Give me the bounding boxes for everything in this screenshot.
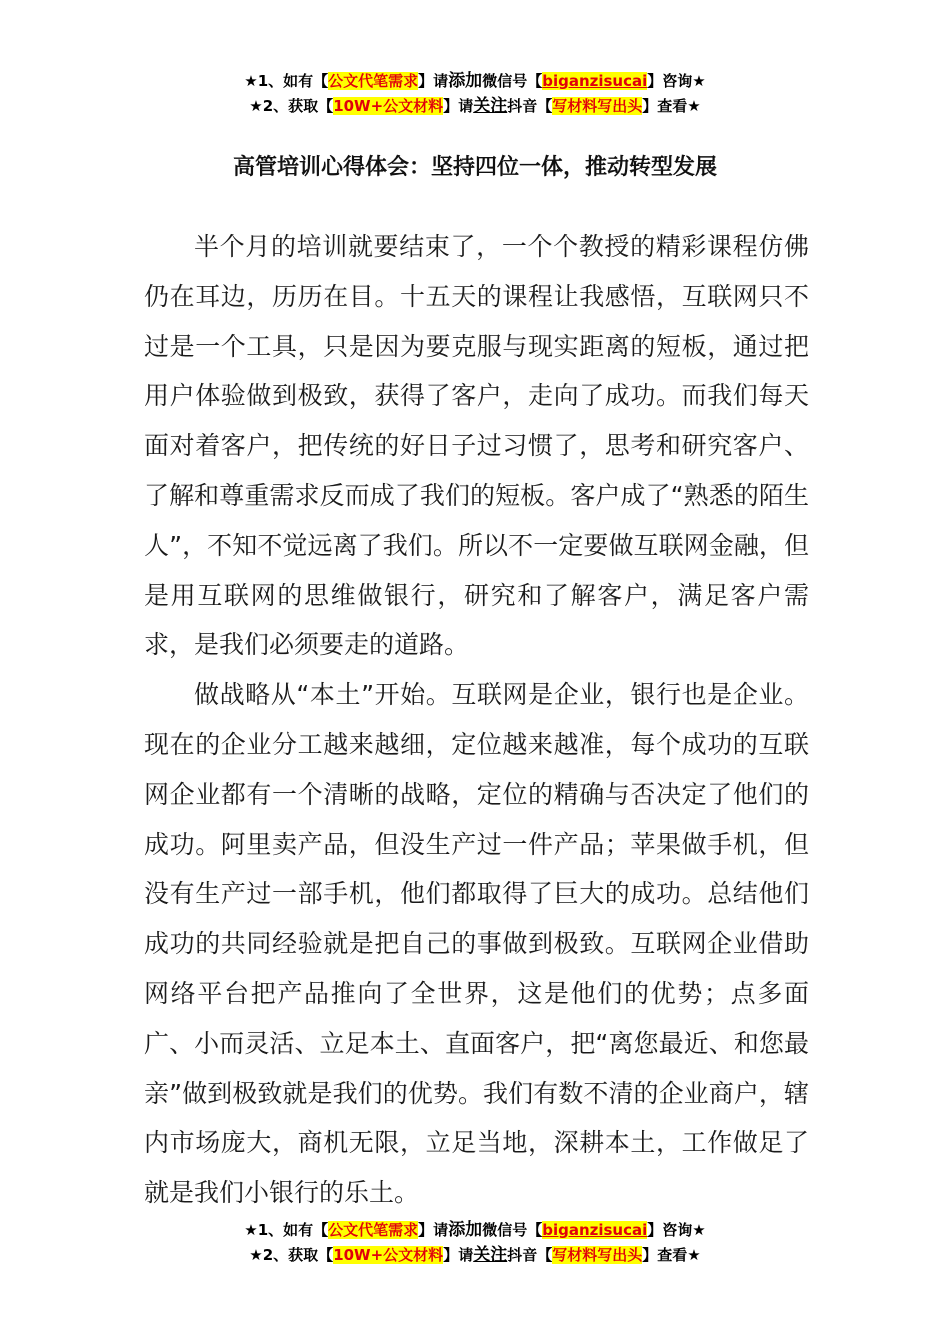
footer-ad-2-suffix: 】查看★: [642, 1246, 701, 1264]
footer-ad-1-mid1: 】请: [418, 1221, 449, 1239]
header-ad-1-suffix: 】咨询★: [647, 72, 706, 90]
footer-ad-2-mid1: 】请: [443, 1246, 474, 1264]
header-ad-1-service-highlight: 公文代笔需求: [328, 72, 419, 90]
footer-ad-1-emph: 添加: [448, 1220, 483, 1240]
header-ad-2-mid1: 】请: [443, 97, 474, 115]
header-ad-2-suffix: 】查看★: [642, 97, 701, 115]
footer-ad-1-mid2: 微信号【: [482, 1221, 543, 1239]
footer-ad-2-materials-highlight: 10W+公文材料: [333, 1246, 444, 1264]
footer-ad-1-wechat-id: biganzisucai: [542, 1221, 648, 1239]
body-paragraph-1: 半个月的培训就要结束了，一个个教授的精彩课程仿佛仍在耳边，历历在目。十五天的课程让我感悟，互联网只不过是一个工具，只是因为要克服与现实距离的短板，通过把用户体验做到极致，获得了客户，走向了成功。而我们每天面对着客户，把传统的好日子过习惯了，思考和研究客户、了解和尊重需求反而成了我们的短板。客户成了“熟悉的陌生人”，不知不觉远离了我们。所以不一定要做互联网金融，但是用互联网的思维做银行，研究和了解客户，满足客户需求，是我们必须要走的道路。: [144, 232, 809, 660]
footer-ad-2-mid2: 抖音【: [507, 1246, 553, 1264]
footer-ad-2-douyin: 写材料写出头: [552, 1246, 643, 1264]
footer-ad-line-1: [0, 1219, 950, 1241]
header-ad-line-1: [0, 70, 950, 92]
document-body: [144, 222, 809, 1218]
document-title: 高管培训心得体会：坚持四位一体，推动转型发展: [232, 155, 717, 180]
header-ad-2-emph: 关注: [473, 96, 508, 116]
footer-ad-1-suffix: 】咨询★: [647, 1221, 706, 1239]
header-ad-1-mid1: 】请: [418, 72, 449, 90]
header-ad-line-2: [0, 95, 950, 117]
header-ad-2-mid2: 抖音【: [507, 97, 553, 115]
header-ad-1-mid2: 微信号【: [482, 72, 543, 90]
footer-ad-line-2: [0, 1244, 950, 1266]
header-ad-1-emph: 添加: [448, 71, 483, 91]
header-ad-2-materials-highlight: 10W+公文材料: [333, 97, 444, 115]
header-ad-2-douyin: 写材料写出头: [552, 97, 643, 115]
footer-ad-1-prefix: ★1、如有【: [244, 1221, 329, 1239]
header-ad-2-prefix: ★2、获取【: [249, 97, 334, 115]
footer-ad-2-emph: 关注: [473, 1245, 508, 1265]
header-ad-1-prefix: ★1、如有【: [244, 72, 329, 90]
body-paragraph-2: 做战略从“本土”开始。互联网是企业，银行也是企业。现在的企业分工越来越细，定位越来越准，每个成功的互联网企业都有一个清晰的战略，定位的精确与否决定了他们的成功。阿里卖产品，但没生产过一件产品；苹果做手机，但没有生产过一部手机，他们都取得了巨大的成功。总结他们成功的共同经验就是把自己的事做到极致。互联网企业借助网络平台把产品推向了全世界，这是他们的优势；点多面广、小而灵活、立足本土、直面客户，把“离您最近、和您最亲”做到极致就是我们的优势。我们有数不清的企业商户，辖内市场庞大，商机无限，立足当地，深耕本土，工作做足了就是我们小银行的乐土。: [144, 680, 809, 1208]
header-ad-1-wechat-id: biganzisucai: [542, 72, 648, 90]
footer-ad-2-prefix: ★2、获取【: [249, 1246, 334, 1264]
footer-ad-1-service-highlight: 公文代笔需求: [328, 1221, 419, 1239]
